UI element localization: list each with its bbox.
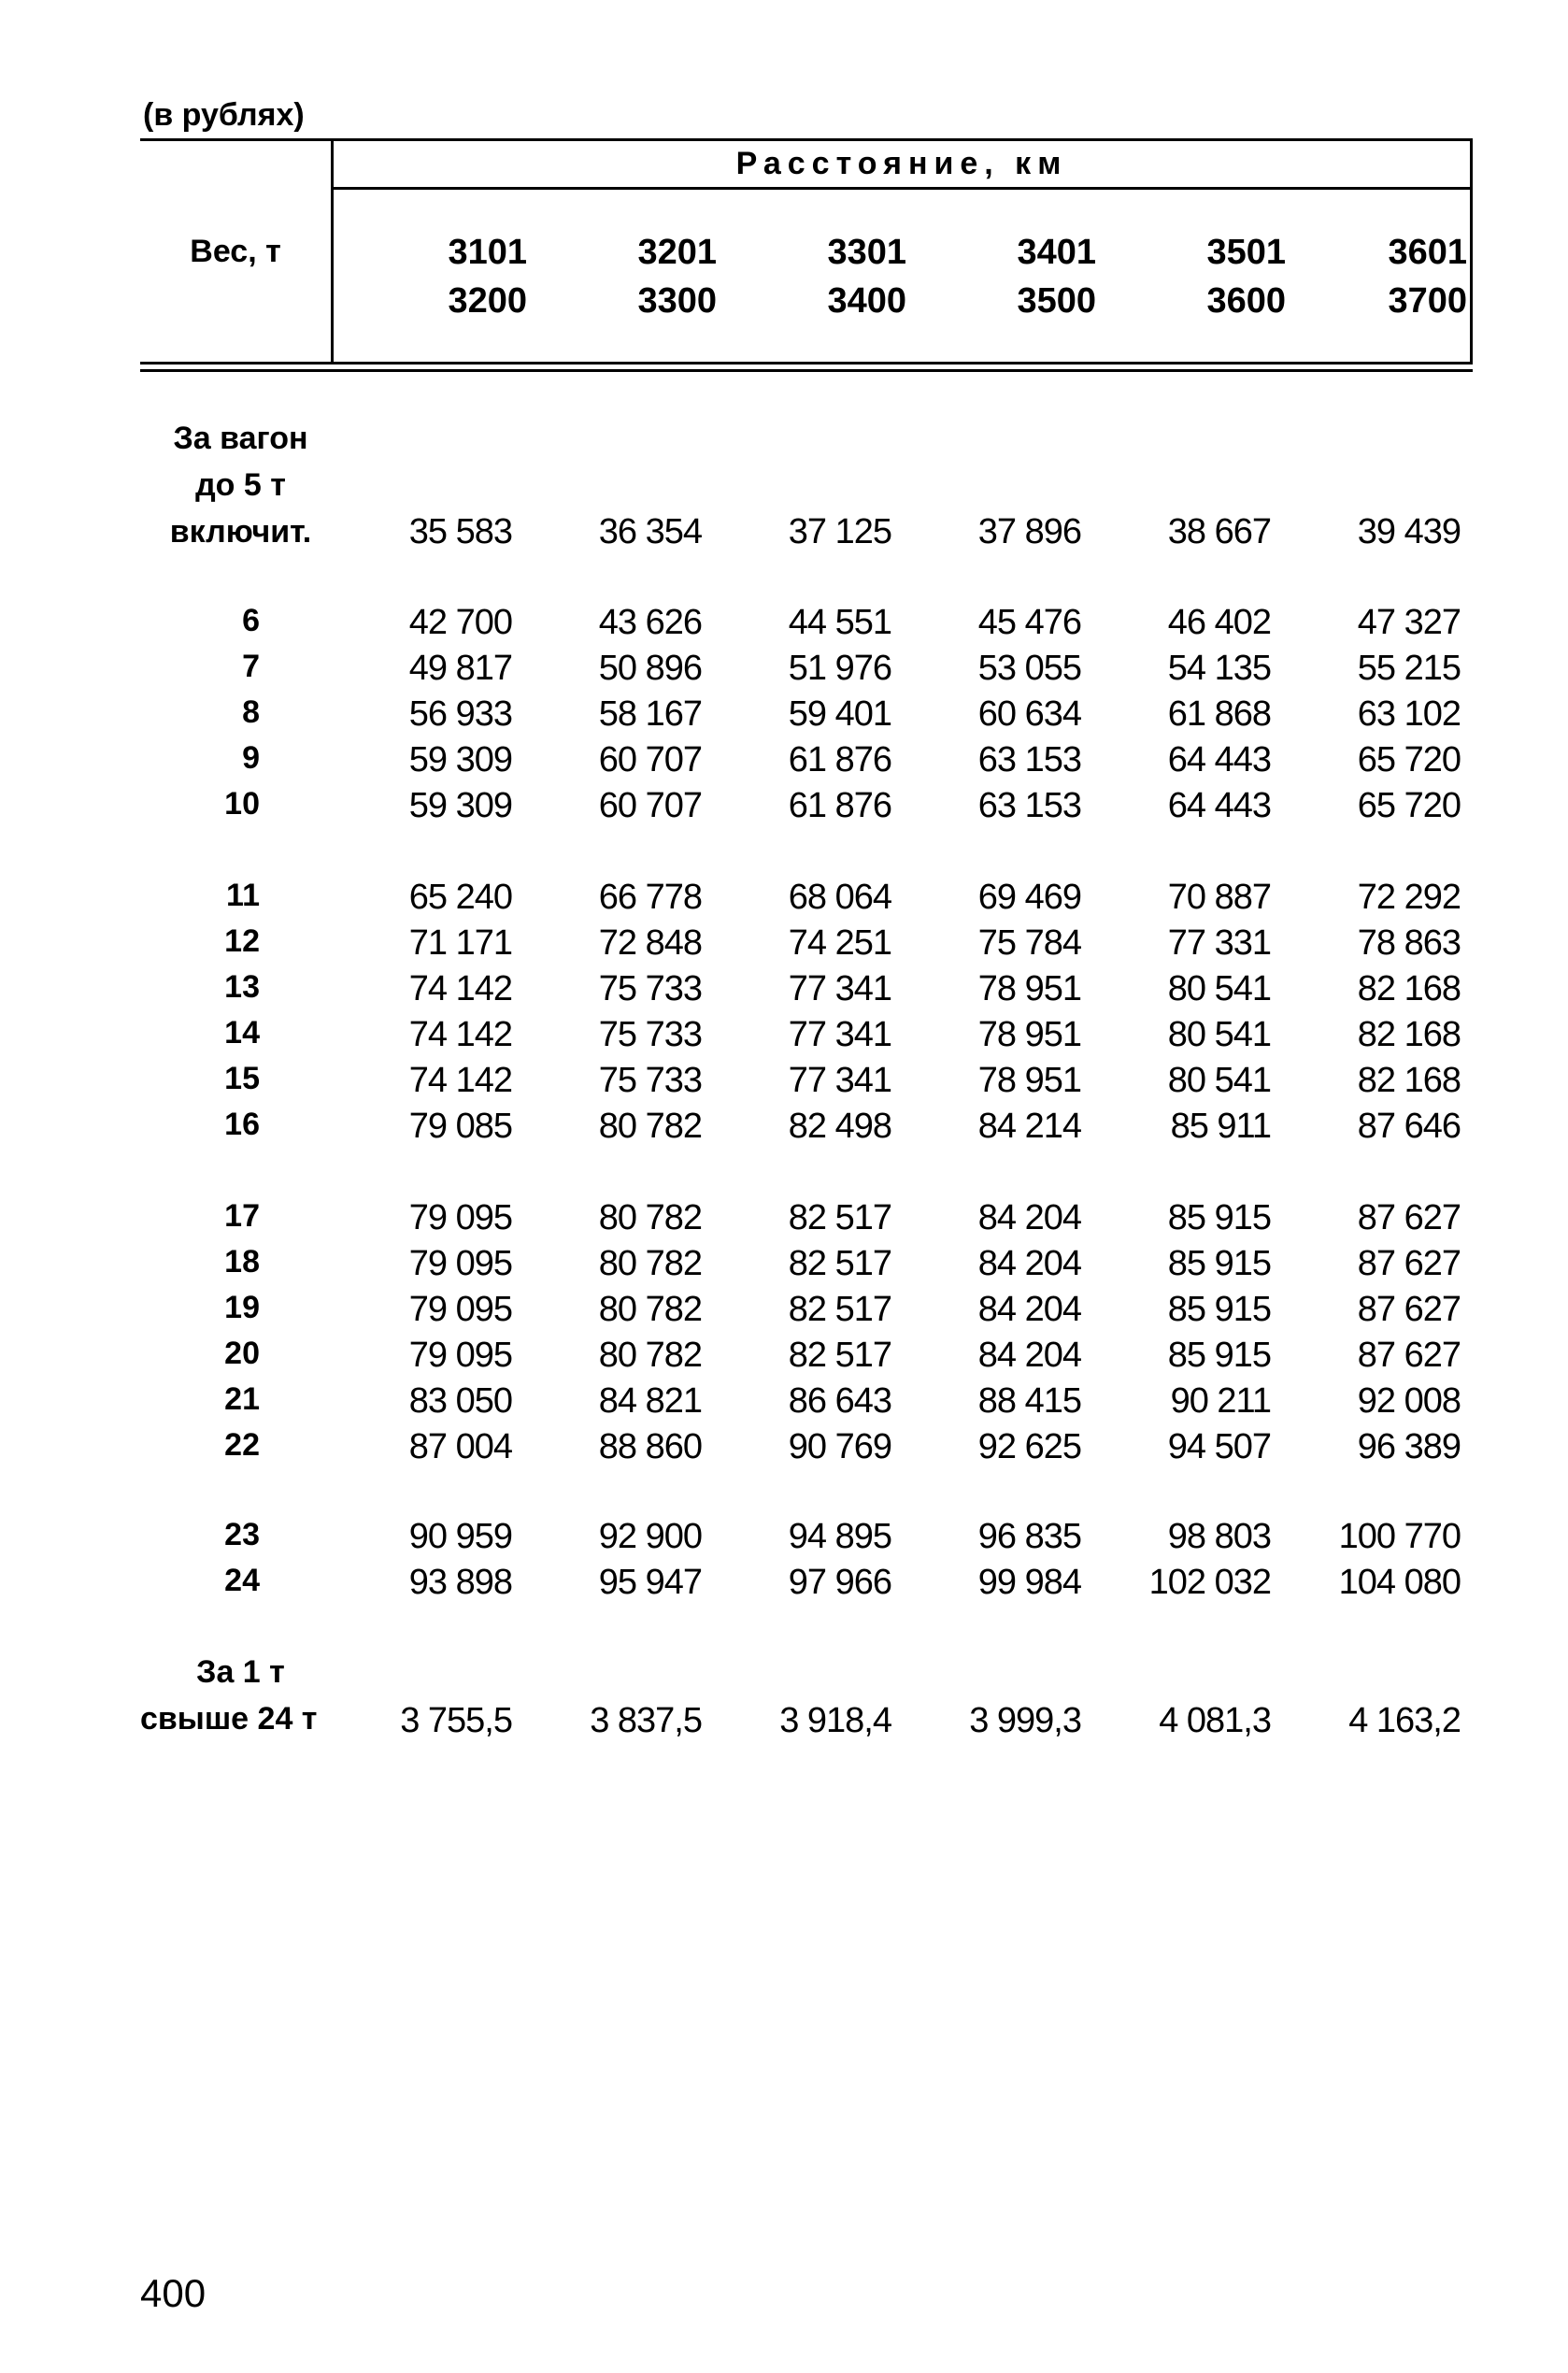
header-bottom-rule-double <box>140 369 1473 372</box>
table-cell: 74 142 <box>408 969 512 1008</box>
table-cell: 45 476 <box>977 603 1081 642</box>
table-cell: 75 784 <box>977 923 1081 963</box>
table-cell: 82 517 <box>788 1244 891 1283</box>
table-cell: 44 551 <box>788 603 891 642</box>
table-cell: 80 782 <box>598 1198 702 1237</box>
table-cell: 70 887 <box>1167 878 1271 917</box>
row-weight-label: 16 <box>224 1107 260 1142</box>
row-weight-label: 20 <box>224 1336 260 1371</box>
table-cell: 84 204 <box>977 1290 1081 1329</box>
range-from: 3301 <box>827 233 906 272</box>
table-cell: 66 778 <box>598 878 702 917</box>
table-cell: 74 142 <box>408 1061 512 1100</box>
table-cell: 61 876 <box>788 740 891 779</box>
table-cell: 58 167 <box>598 694 702 734</box>
range-from: 3201 <box>637 233 717 272</box>
per-ton-label-line: свыше 24 т <box>140 1701 318 1737</box>
table-cell: 84 204 <box>977 1244 1081 1283</box>
table-cell: 63 102 <box>1357 694 1461 734</box>
table-cell: 90 211 <box>1170 1381 1271 1421</box>
table-cell: 47 327 <box>1357 603 1461 642</box>
table-cell: 37 896 <box>977 512 1081 551</box>
table-cell: 87 646 <box>1357 1107 1461 1146</box>
row-weight-label: 21 <box>224 1381 260 1417</box>
wagon-label-line: до 5 т <box>195 467 286 503</box>
table-cell: 74 142 <box>408 1015 512 1054</box>
row-weight-label: 7 <box>242 649 260 684</box>
range-to: 3500 <box>1017 281 1096 321</box>
row-weight-label: 10 <box>224 786 260 822</box>
table-cell: 88 415 <box>977 1381 1081 1421</box>
range-to: 3600 <box>1206 281 1286 321</box>
range-header <box>415 228 527 325</box>
table-cell: 97 966 <box>788 1563 891 1602</box>
page-number: 400 <box>140 2271 207 2315</box>
range-to: 3400 <box>827 281 906 321</box>
table-cell: 102 032 <box>1148 1563 1271 1602</box>
table-cell: 82 168 <box>1357 969 1461 1008</box>
table-cell: 82 517 <box>788 1198 891 1237</box>
range-header <box>984 228 1096 325</box>
weight-column-header: Вес, т <box>190 234 281 269</box>
table-cell: 78 863 <box>1357 923 1461 963</box>
row-weight-label: 17 <box>224 1198 260 1234</box>
range-to: 3300 <box>637 281 717 321</box>
table-cell: 61 868 <box>1167 694 1271 734</box>
table-cell: 84 204 <box>977 1198 1081 1237</box>
table-cell: 59 401 <box>788 694 891 734</box>
table-cell: 72 848 <box>598 923 702 963</box>
table-cell: 55 215 <box>1357 649 1461 688</box>
table-cell: 95 947 <box>598 1563 702 1602</box>
table-cell: 79 095 <box>408 1290 512 1329</box>
table-cell: 94 895 <box>788 1517 891 1556</box>
row-weight-label: 19 <box>224 1290 260 1325</box>
table-cell: 43 626 <box>598 603 702 642</box>
table-cell: 78 951 <box>977 1061 1081 1100</box>
table-cell: 87 627 <box>1357 1244 1461 1283</box>
table-cell: 60 707 <box>598 786 702 825</box>
table-cell: 65 240 <box>408 878 512 917</box>
table-cell: 3 755,5 <box>400 1701 512 1740</box>
table-cell: 78 951 <box>977 969 1081 1008</box>
table-cell: 78 951 <box>977 1015 1081 1054</box>
table-cell: 75 733 <box>598 969 702 1008</box>
header-top-rule <box>140 138 1473 141</box>
row-weight-label: 23 <box>224 1517 260 1552</box>
range-to: 3200 <box>448 281 527 321</box>
table-cell: 84 214 <box>977 1107 1081 1146</box>
table-cell: 79 085 <box>408 1107 512 1146</box>
table-cell: 80 541 <box>1167 969 1271 1008</box>
table-cell: 75 733 <box>598 1061 702 1100</box>
table-cell: 92 900 <box>598 1517 702 1556</box>
table-cell: 54 135 <box>1167 649 1271 688</box>
range-from: 3401 <box>1017 233 1096 272</box>
table-cell: 50 896 <box>598 649 702 688</box>
table-cell: 85 915 <box>1167 1290 1271 1329</box>
table-cell: 39 439 <box>1357 512 1461 551</box>
table-cell: 80 782 <box>598 1290 702 1329</box>
row-weight-label: 12 <box>224 923 260 959</box>
row-weight-label: 6 <box>242 603 260 638</box>
table-cell: 3 918,4 <box>779 1701 891 1740</box>
table-cell: 59 309 <box>408 786 512 825</box>
row-weight-label: 15 <box>224 1061 260 1096</box>
table-cell: 87 627 <box>1357 1198 1461 1237</box>
unit-label: (в рублях) <box>143 97 305 133</box>
table-cell: 79 095 <box>408 1336 512 1375</box>
table-cell: 36 354 <box>598 512 702 551</box>
table-cell: 80 782 <box>598 1107 702 1146</box>
table-cell: 88 860 <box>598 1427 702 1466</box>
row-weight-label: 14 <box>224 1015 260 1051</box>
table-cell: 85 915 <box>1167 1336 1271 1375</box>
row-weight-label: 9 <box>242 740 260 776</box>
wagon-label-line: За вагон <box>173 421 308 456</box>
table-cell: 4 163,2 <box>1348 1701 1461 1740</box>
table-cell: 79 095 <box>408 1198 512 1237</box>
table-cell: 51 976 <box>788 649 891 688</box>
table-cell: 77 341 <box>788 1061 891 1100</box>
table-cell: 56 933 <box>408 694 512 734</box>
table-cell: 69 469 <box>977 878 1081 917</box>
range-header <box>794 228 906 325</box>
table-cell: 71 171 <box>408 923 512 963</box>
wagon-label-line: включит. <box>169 514 312 550</box>
table-cell: 3 999,3 <box>969 1701 1081 1740</box>
table-cell: 79 095 <box>408 1244 512 1283</box>
table-cell: 98 803 <box>1167 1517 1271 1556</box>
table-cell: 72 292 <box>1357 878 1461 917</box>
table-cell: 82 517 <box>788 1290 891 1329</box>
range-header <box>1355 228 1467 325</box>
table-cell: 68 064 <box>788 878 891 917</box>
table-cell: 65 720 <box>1357 786 1461 825</box>
table-cell: 42 700 <box>408 603 512 642</box>
table-header <box>140 138 1473 372</box>
table-cell: 90 959 <box>408 1517 512 1556</box>
table-cell: 93 898 <box>408 1563 512 1602</box>
row-weight-label: 24 <box>224 1563 260 1598</box>
range-from: 3501 <box>1206 233 1286 272</box>
table-cell: 60 707 <box>598 740 702 779</box>
table-cell: 84 821 <box>598 1381 702 1421</box>
row-weight-label: 11 <box>226 878 260 913</box>
table-cell: 104 080 <box>1338 1563 1461 1602</box>
table-cell: 77 341 <box>788 1015 891 1054</box>
table-cell: 64 443 <box>1167 740 1271 779</box>
table-cell: 75 733 <box>598 1015 702 1054</box>
row-weight-label: 18 <box>224 1244 260 1279</box>
distance-header: Расстояние, км <box>735 146 1068 181</box>
table-cell: 94 507 <box>1167 1427 1271 1466</box>
table-cell: 99 984 <box>977 1563 1081 1602</box>
table-cell: 80 541 <box>1167 1061 1271 1100</box>
table-cell: 87 627 <box>1357 1290 1461 1329</box>
table-cell: 80 541 <box>1167 1015 1271 1054</box>
table-cell: 87 004 <box>408 1427 512 1466</box>
table-cell: 53 055 <box>977 649 1081 688</box>
table-cell: 61 876 <box>788 786 891 825</box>
row-weight-label: 22 <box>224 1427 260 1463</box>
table-cell: 90 769 <box>788 1427 891 1466</box>
table-cell: 82 168 <box>1357 1061 1461 1100</box>
table-cell: 85 915 <box>1167 1198 1271 1237</box>
table-cell: 38 667 <box>1167 512 1271 551</box>
table-cell: 37 125 <box>788 512 891 551</box>
table-cell: 64 443 <box>1167 786 1271 825</box>
table-cell: 46 402 <box>1167 603 1271 642</box>
table-cell: 92 625 <box>977 1427 1081 1466</box>
table-cell: 74 251 <box>788 923 891 963</box>
table-cell: 65 720 <box>1357 740 1461 779</box>
table-cell: 82 517 <box>788 1336 891 1375</box>
range-from: 3601 <box>1388 233 1467 272</box>
table-cell: 85 911 <box>1170 1107 1271 1146</box>
table-cell: 63 153 <box>977 786 1081 825</box>
table-cell: 96 835 <box>977 1517 1081 1556</box>
table-cell: 83 050 <box>408 1381 512 1421</box>
table-cell: 80 782 <box>598 1336 702 1375</box>
table-cell: 35 583 <box>408 512 512 551</box>
row-weight-label: 8 <box>242 694 260 730</box>
table-cell: 77 331 <box>1167 923 1271 963</box>
table-cell: 82 168 <box>1357 1015 1461 1054</box>
table-cell: 96 389 <box>1357 1427 1461 1466</box>
table-cell: 84 204 <box>977 1336 1081 1375</box>
range-header <box>1174 228 1286 325</box>
row-weight-label: 13 <box>224 969 260 1005</box>
table-cell: 87 627 <box>1357 1336 1461 1375</box>
range-from: 3101 <box>448 233 527 272</box>
table-cell: 82 498 <box>788 1107 891 1146</box>
table-cell: 4 081,3 <box>1159 1701 1271 1740</box>
per-ton-label-line: За 1 т <box>196 1654 285 1690</box>
table-cell: 100 770 <box>1338 1517 1461 1556</box>
table-cell: 3 837,5 <box>590 1701 702 1740</box>
table-cell: 77 341 <box>788 969 891 1008</box>
header-middle-rule <box>331 187 1473 190</box>
table-cell: 59 309 <box>408 740 512 779</box>
table-cell: 92 008 <box>1357 1381 1461 1421</box>
range-header <box>605 228 717 325</box>
table-cell: 49 817 <box>408 649 512 688</box>
table-cell: 80 782 <box>598 1244 702 1283</box>
table-cell: 85 915 <box>1167 1244 1271 1283</box>
table-cell: 63 153 <box>977 740 1081 779</box>
table-cell: 86 643 <box>788 1381 891 1421</box>
range-to: 3700 <box>1388 281 1467 321</box>
table-cell: 60 634 <box>977 694 1081 734</box>
header-bottom-rule <box>140 362 1473 365</box>
